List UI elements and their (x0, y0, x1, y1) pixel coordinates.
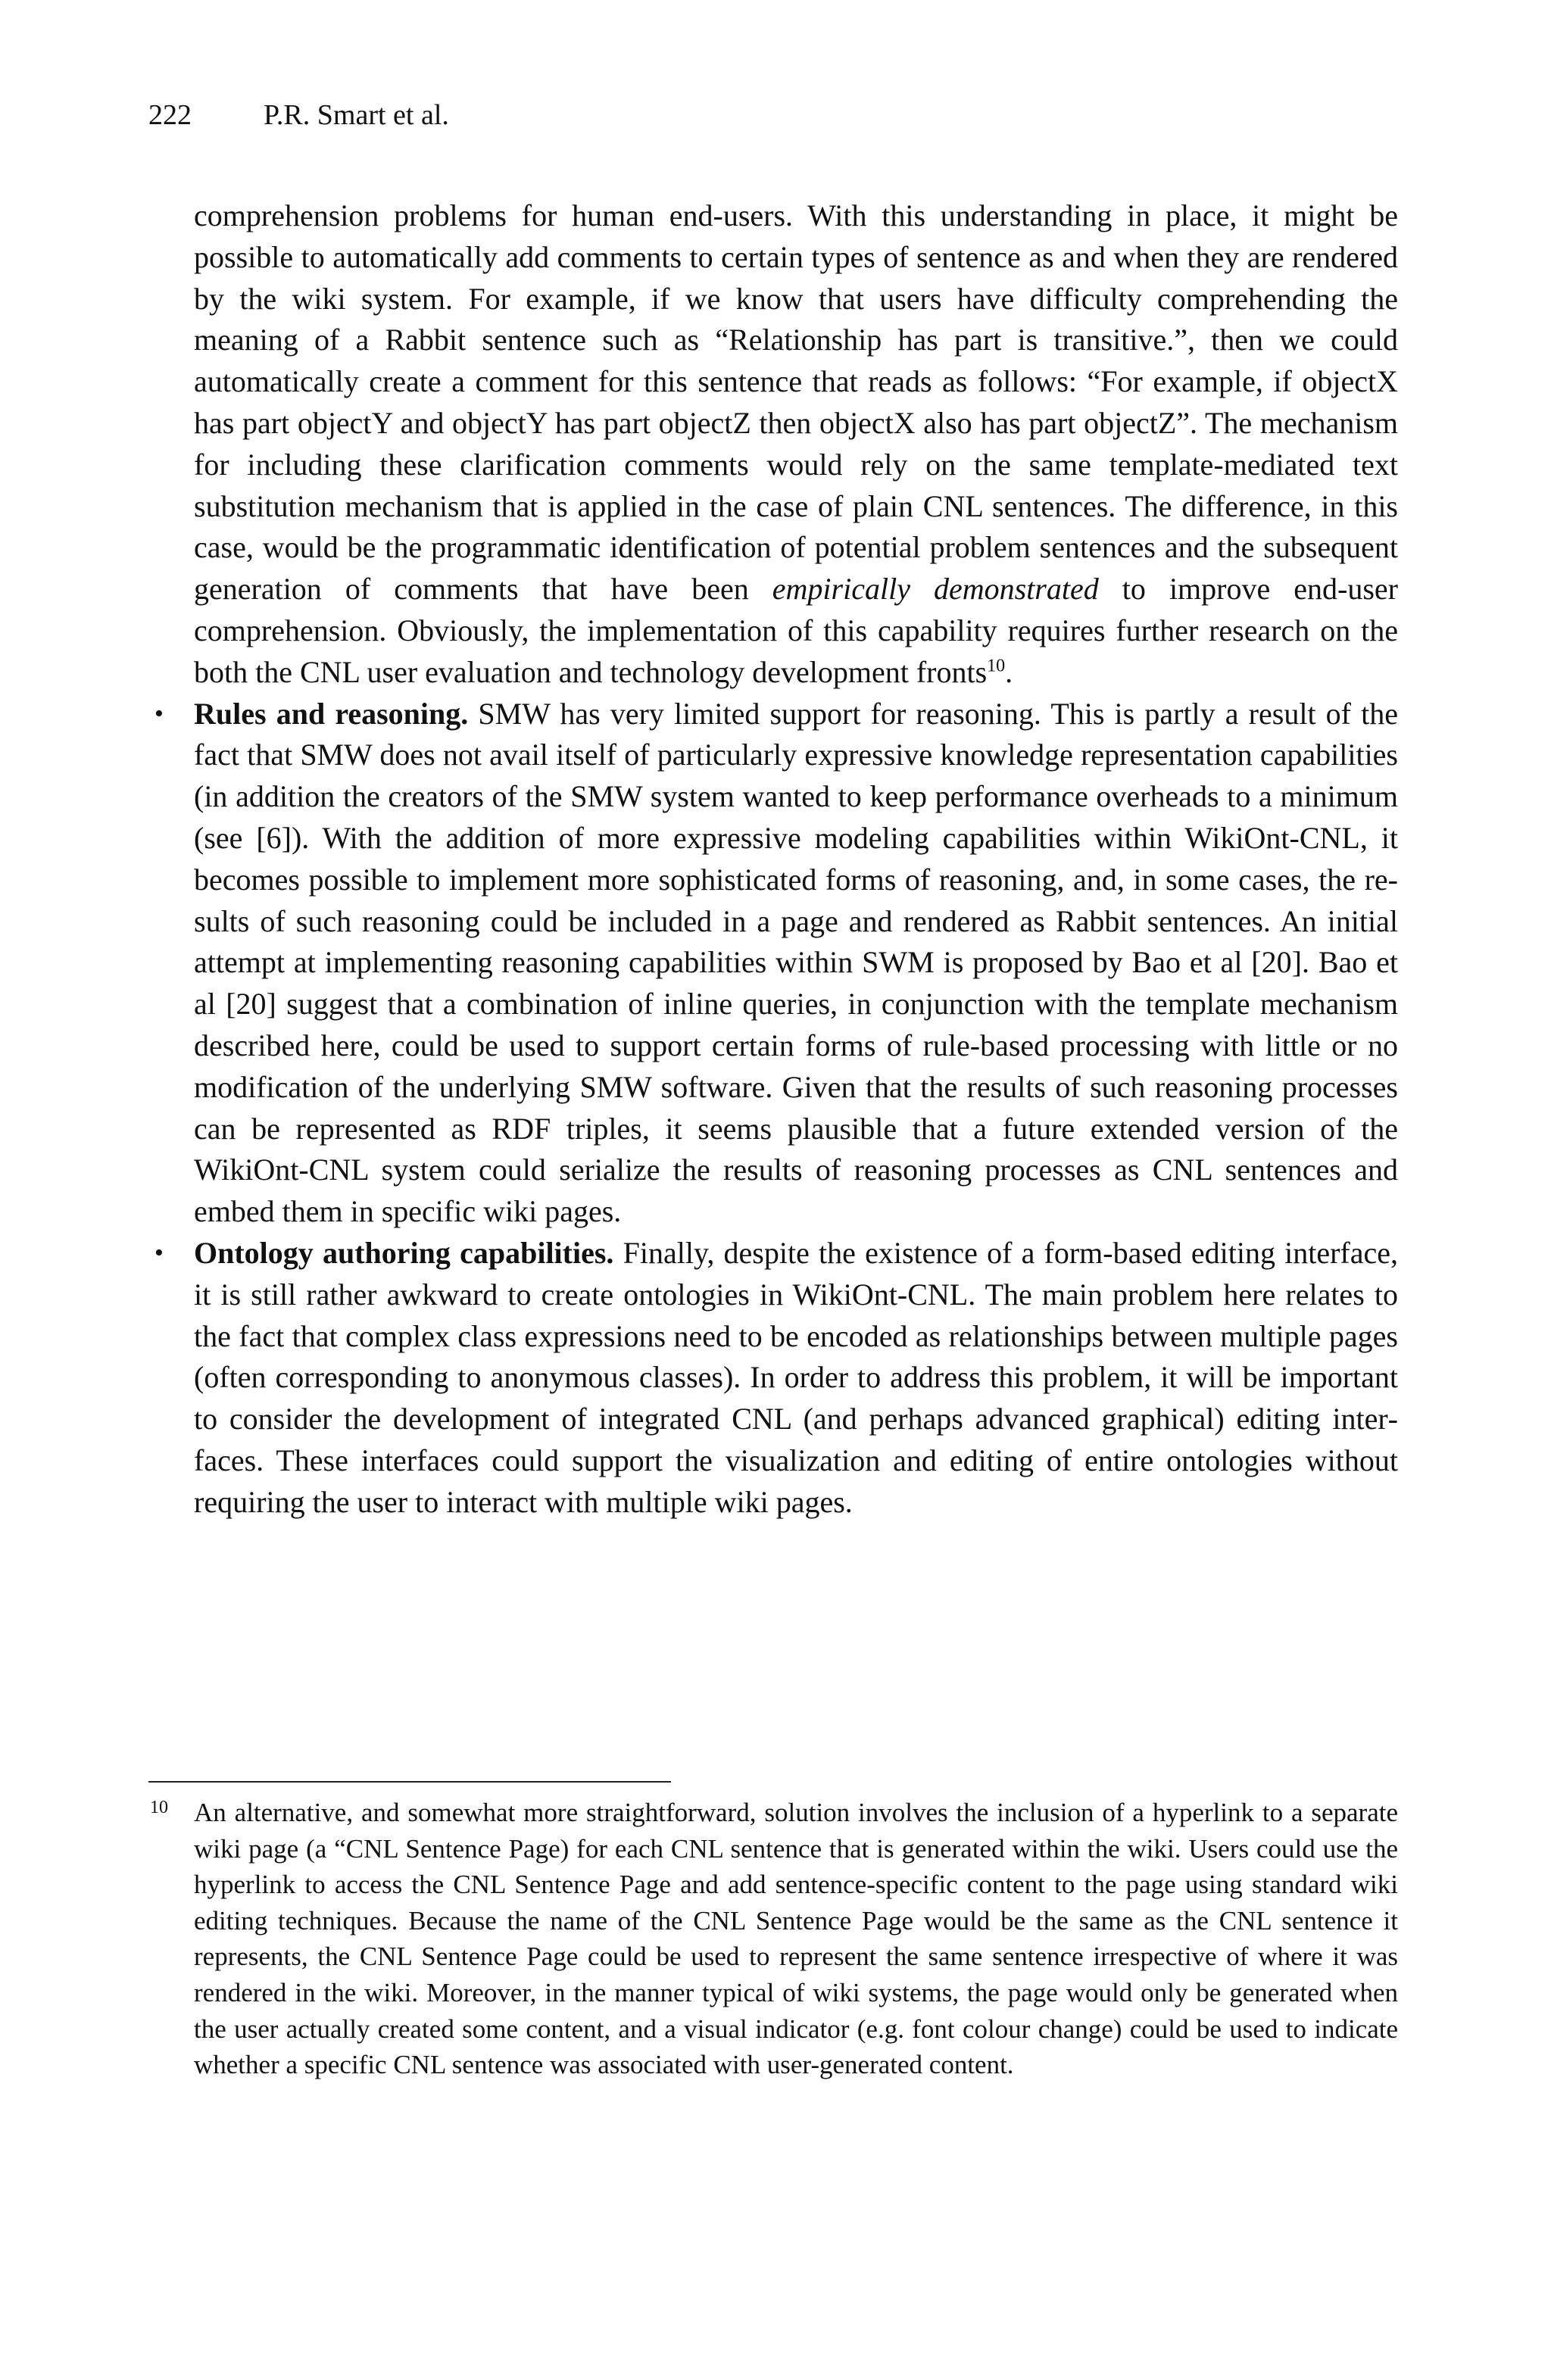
running-header (148, 97, 449, 133)
emphasis-text: empirically demonstrated (772, 572, 1099, 607)
body-text (154, 195, 1399, 1524)
bullet-item-rules-reasoning (154, 694, 1398, 1233)
footnote (150, 1795, 1398, 2083)
bullet-icon: • (154, 1238, 164, 1267)
bullet-item-ontology-authoring (154, 1233, 1399, 1524)
bullet-text: Finally, despite the existence of a form-based editing interface, it is still rather awkward to create ontologies in WikiOnt-CNL. The main problem here relates to the fact that complex class expressions need to be encoded as relationships between multiple pages (often corresponding to anonymous classes). In order to address this problem, it will be important to consider the development of integrated CNL (and perhaps advanced graphical) editing interfaces. These interfaces could support the visualization and editing of entire ontologies without requiring the user to interact with multiple wiki pages. (194, 1235, 1399, 1519)
footnote-reference[interactable]: 10 (987, 656, 1006, 676)
page-number: 222 (148, 99, 192, 131)
bullet-title: Rules and reasoning. (194, 696, 469, 731)
bullet-text: SMW has very limited support for reasoning. This is partly a result of the fact that SMW does not avail itself of particularly expressive knowledge representation capabilities (in addition the creators of the SMW system wanted to keep performance overheads to a minimum (see [6]). With the addition of more expressive modeling capabilities within WikiOnt-CNL, it becomes possible to implement more sophisticated forms of reasoning, and, in some cases, the results of such reasoning could be included in a page and rendered as Rabbit sentences. An initial attempt at implementing reasoning capabilities within SWM is proposed by Bao et al [20]. Bao et al [20] suggest that a combination of inline queries, in conjunction with the template mechanism described here, could be used to support certain forms of rule-based processing with little or no modification of the underlying SMW software. Given that the results of such reasoning processes can be represented as RDF triples, it seems plausible that a future extended version of the WikiOnt-CNL system could serialize the results of reasoning processes as CNL sentences and embed them in specific wiki pages. (194, 696, 1398, 1229)
bullet-list (154, 694, 1399, 1524)
bullet-icon: • (154, 699, 164, 728)
footnote-text: An alternative, and somewhat more straightforward, solution involves the inclusion of a hyperlink to a separate wiki page (a “CNL Sentence Page) for each CNL sentence that is generated within the wiki. Users could use the hyperlink to access the CNL Sentence Page and add sentence-specific content to the page using standard wiki editing techniques. Because the name of the CNL Sentence Page would be the same as the CNL sentence it represents, the CNL Sentence Page could be used to represent the same sentence irrespective of where it was rendered in the wiki. Moreover, in the manner typical of wiki systems, the page would only be generated when the user actually created some content, and a visual indicator (e.g. font colour change) could be used to indicate whether a specific CNL sentence was associated with user-generated content. (194, 1798, 1398, 2080)
running-authors: P.R. Smart et al. (264, 99, 449, 131)
continuation-paragraph (194, 195, 1398, 694)
footnote-mark: 10 (150, 1798, 168, 1817)
continuation-text-2: to improve end-user comprehension. Obviously, the implementation of this capability requires further research on the both the CNL user evaluation and technology development fronts (194, 572, 1398, 689)
bullet-title: Ontology authoring capabilities. (194, 1235, 614, 1270)
continuation-text-1: comprehension problems for human end-users. With this understanding in place, it might be possible to automatically add comments to certain types of sentence as and when they are rendered by the wiki system. For example, if we know that users have difficulty comprehending the meaning of a Rabbit sentence such as “Relationship has part is transitive.”, then we could automatically create a comment for this sentence that reads as follows: “For example, if objectX has part objectY and objectY has part objectZ then objectX also has part objectZ”. The mechanism for including these clarification comments would rely on the same template-mediated text substitution mechanism that is applied in the case of plain CNL sentences. The difference, in this case, would be the programmatic identification of potential problem sentences and the subsequent generation of comments that have been (194, 198, 1398, 607)
footnote-divider (148, 1781, 671, 1783)
continuation-text-3: . (1005, 654, 1013, 689)
